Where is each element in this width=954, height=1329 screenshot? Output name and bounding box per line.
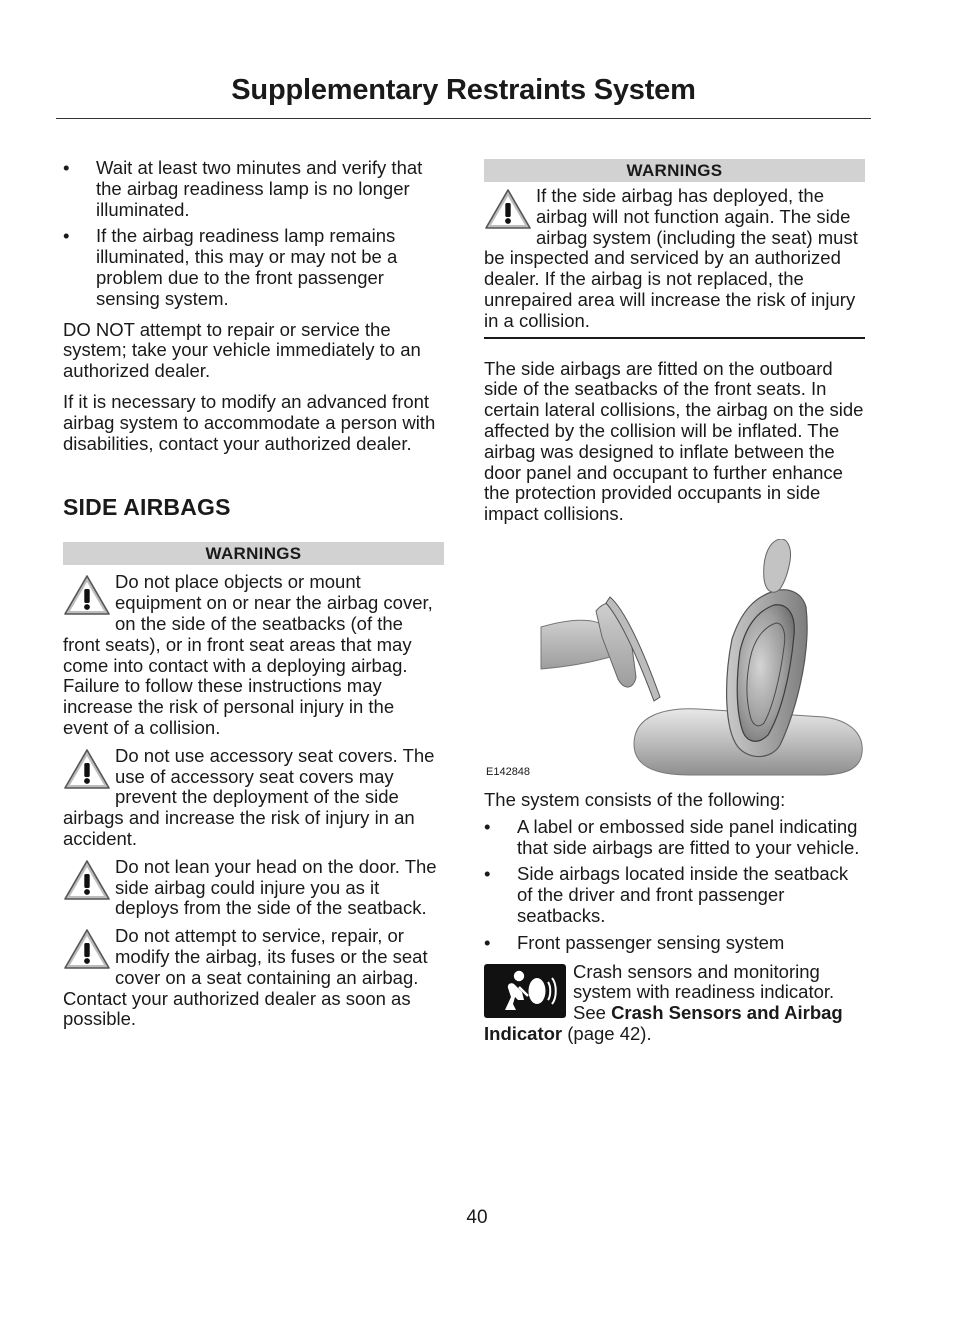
bullet-marker: • <box>484 815 491 837</box>
figure-label: E142848 <box>486 765 531 778</box>
warning-text: Do not lean your head on the door. The side airbag could injure you as it deploys from the side of the seatback. <box>115 855 437 919</box>
warning-item <box>63 746 444 850</box>
bullet-marker: • <box>63 225 70 247</box>
page-title: Supplementary Restraints System <box>231 74 696 106</box>
warning-triangle-icon <box>63 574 111 616</box>
warning-text: Do not attempt to service, repair, or modify the airbag, its fuses or the seat cover on a seat containing an airbag. Contact your authorized dealer as soon as possible. <box>63 925 428 1030</box>
paragraph: If it is necessary to modify an advanced front airbag system to accommodate a person with disabilities, contact your authorized dealer. <box>63 390 436 454</box>
info-suffix: (page 42). <box>562 1022 652 1044</box>
warnings-heading: WARNINGS <box>484 159 865 182</box>
warnings-heading: WARNINGS <box>63 542 444 565</box>
warnings-box <box>63 542 444 1030</box>
paragraph: DO NOT attempt to repair or service the system; take your vehicle immediately to an authorized dealer. <box>63 318 421 382</box>
warning-triangle-icon <box>63 928 111 970</box>
warning-triangle-icon <box>63 859 111 901</box>
list-item <box>484 864 865 926</box>
system-list <box>484 817 865 954</box>
cross-reference-link[interactable]: Crash Sensors and Airbag Indicator <box>484 1002 843 1044</box>
info-item <box>484 962 865 1045</box>
warning-item <box>63 926 444 1030</box>
list-item-text: If the airbag readiness lamp remains illuminated, this may or may not be a problem due to the front passenger sensing system. <box>96 225 398 309</box>
page-header <box>56 70 871 119</box>
list-item-text: Wait at least two minutes and verify that the airbag readiness lamp is no longer illuminated. <box>96 157 423 220</box>
left-bullet-list <box>63 158 444 310</box>
list-item <box>63 226 444 309</box>
list-item-text: Side airbags located inside the seatback of the driver and front passenger seatbacks. <box>517 863 849 926</box>
warning-item <box>63 857 444 919</box>
airbag-indicator-icon <box>484 964 566 1018</box>
warning-triangle-icon <box>484 188 532 230</box>
section-title: SIDE AIRBAGS <box>63 494 231 521</box>
paragraph: The side airbags are fitted on the outboard side of the seatbacks of the front seats. In certain lateral collisions, the airbag on the side affected by the collision will be inflated. The airbag was designed to inflate between the door panel and occupant to further enhance the protection provided occupants in side impact collisions. <box>484 357 864 525</box>
left-column <box>63 158 444 1030</box>
system-intro: The system consists of the following: <box>484 788 786 810</box>
right-column <box>484 158 865 1045</box>
list-item <box>484 933 865 954</box>
warning-text: If the side airbag has deployed, the airbag will not function again. The side airbag system (including the seat) must be inspected and serviced by an authorized dealer. If the airbag is not replaced, the unrepaired area will increase the risk of injury in a collision. <box>484 185 858 331</box>
list-item <box>63 158 444 220</box>
warning-text: Do not place objects or mount equipment on or near the airbag cover, on the side of the seatbacks (of the front seats), or in front seat areas that may come into contact with a deploying airbag. Failure to follow these instructions may increase the risk of personal injury in the event of a collision. <box>63 571 433 738</box>
warning-triangle-icon <box>63 748 111 790</box>
warnings-box <box>484 159 865 339</box>
page-number: 40 <box>466 1207 488 1228</box>
list-item <box>484 817 865 859</box>
bullet-marker: • <box>484 863 491 885</box>
bullet-marker: • <box>484 931 491 953</box>
seat-illustration <box>484 539 865 785</box>
bullet-marker: • <box>63 157 70 178</box>
list-item-text: Front passenger sensing system <box>517 931 785 953</box>
warning-item <box>484 186 865 332</box>
info-text: Crash sensors and monitoring system with readiness indicator. See <box>573 960 835 1024</box>
seat-airbag-illustration <box>484 539 865 785</box>
warning-item <box>63 572 444 738</box>
list-item-text: A label or embossed side panel indicating that side airbags are fitted to your vehicle. <box>517 815 860 858</box>
warning-text: Do not use accessory seat covers. The use of accessory seat covers may prevent the deployment of the side airbags and increase the risk of injury in an accident. <box>63 744 435 849</box>
